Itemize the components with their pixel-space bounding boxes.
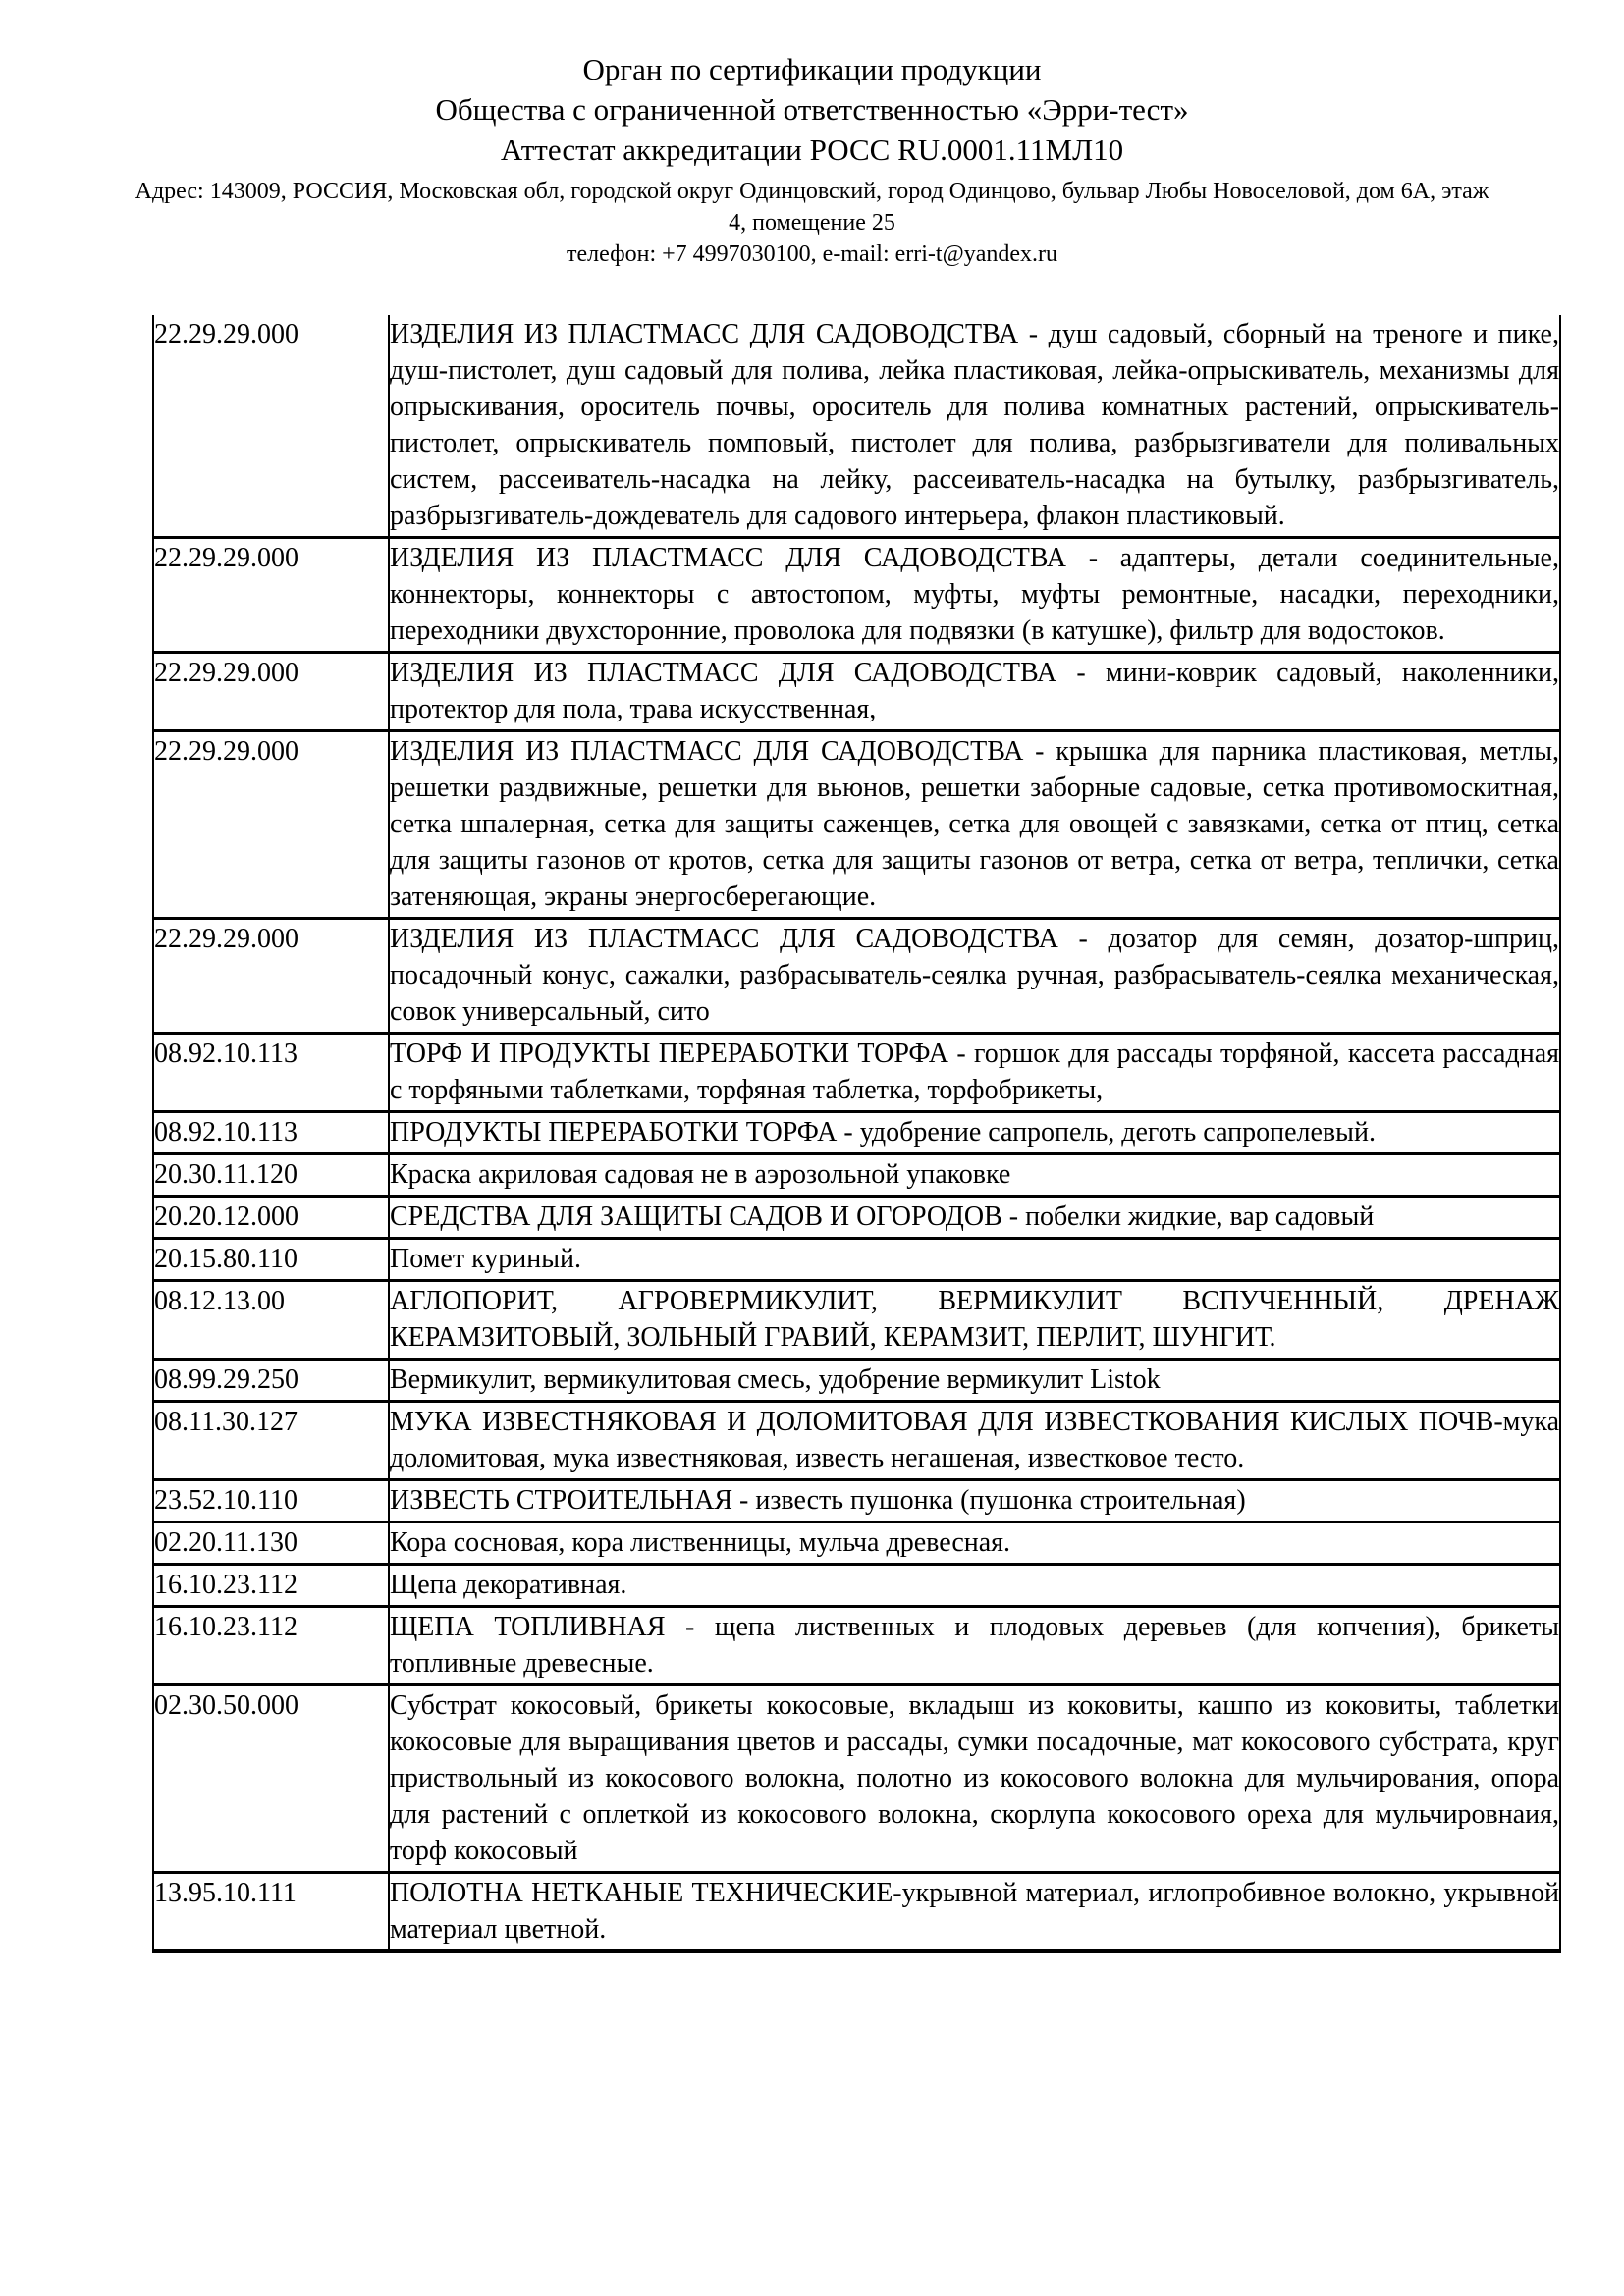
product-description-cell bbox=[389, 1607, 1560, 1685]
product-code-cell bbox=[153, 1034, 389, 1112]
accreditation-certificate-number: Аттестат аккредитации РОСС RU.0001.11МЛ10 bbox=[500, 133, 1124, 167]
product-description-cell bbox=[389, 919, 1560, 1034]
product-code: 22.29.29.000 bbox=[154, 736, 298, 767]
product-code-cell bbox=[153, 315, 389, 538]
product-description-cell bbox=[389, 1402, 1560, 1480]
product-description: Помет куриный. bbox=[390, 1244, 582, 1274]
product-description: Субстрат кокосовый, брикеты кокосовые, вкладыш из коковиты, кашпо из коковиты, таблетки кокосовые для выращивания цветов и рассады, сумки посадочные, мат кокосового субстрата, круг приствольный из кокосового волокна, полотно из кокосового волокна для мульчирования, опора для растений с оплеткой из кокосового волокна, скорлупа кокосового ореха для мульчировнаия, торф кокосовый bbox=[390, 1690, 1559, 1866]
organization-name: Общества с ограниченной ответственностью «Эрри-тест» bbox=[435, 92, 1189, 127]
product-description-cell bbox=[389, 1685, 1560, 1873]
product-description-cell bbox=[389, 1873, 1560, 1952]
product-description: ИЗДЕЛИЯ ИЗ ПЛАСТМАСС ДЛЯ САДОВОДСТВА - дозатор для семян, дозатор-шприц, посадочный конус, сажалки, разбрасыватель-сеялка ручная, разбрасыватель-сеялка механическая, совок универсальный, сито bbox=[390, 924, 1559, 1027]
product-code: 20.20.12.000 bbox=[154, 1201, 298, 1232]
product-description-cell bbox=[389, 1112, 1560, 1154]
table-row bbox=[153, 919, 1560, 1034]
product-code: 22.29.29.000 bbox=[154, 319, 298, 349]
product-code-cell bbox=[153, 1360, 389, 1402]
table-row bbox=[153, 538, 1560, 653]
product-code-cell bbox=[153, 1607, 389, 1685]
product-code: 08.11.30.127 bbox=[154, 1407, 298, 1437]
product-description: ИЗДЕЛИЯ ИЗ ПЛАСТМАСС ДЛЯ САДОВОДСТВА - мини-коврик садовый, наколенники, протектор для пола, трава искусственная, bbox=[390, 658, 1559, 724]
product-description-cell bbox=[389, 731, 1560, 919]
product-code: 08.12.13.00 bbox=[154, 1286, 285, 1316]
product-description: ПОЛОТНА НЕТКАНЫЕ ТЕХНИЧЕСКИЕ-укрывной материал, иглопробивное волокно, укрывной материал цветной. bbox=[390, 1878, 1559, 1945]
product-code-cell bbox=[153, 731, 389, 919]
product-code-cell bbox=[153, 1197, 389, 1239]
product-code-cell bbox=[153, 1239, 389, 1281]
product-table bbox=[152, 315, 1561, 1953]
product-code-cell bbox=[153, 919, 389, 1034]
product-code-cell bbox=[153, 1873, 389, 1952]
product-table-section bbox=[0, 315, 1624, 1953]
product-description: Щепа декоративная. bbox=[390, 1570, 627, 1600]
organization-contact: телефон: +7 4997030100, e-mail: erri-t@yandex.ru bbox=[567, 241, 1057, 267]
table-row bbox=[153, 653, 1560, 731]
table-row bbox=[153, 731, 1560, 919]
product-description: Кора сосновая, кора лиственницы, мульча древесная. bbox=[390, 1527, 1011, 1558]
product-description-cell bbox=[389, 653, 1560, 731]
product-code: 20.30.11.120 bbox=[154, 1159, 298, 1190]
table-row bbox=[153, 315, 1560, 538]
product-code: 22.29.29.000 bbox=[154, 924, 298, 954]
product-description: Краска акриловая садовая не в аэрозольной упаковке bbox=[390, 1159, 1011, 1190]
product-description: МУКА ИЗВЕСТНЯКОВАЯ И ДОЛОМИТОВАЯ ДЛЯ ИЗВЕСТКОВАНИЯ КИСЛЫХ ПОЧВ-мука доломитовая, мука известняковая, известь негашеная, известковое тесто. bbox=[390, 1407, 1559, 1473]
product-code: 13.95.10.111 bbox=[154, 1878, 297, 1908]
table-row bbox=[153, 1154, 1560, 1197]
product-description-cell bbox=[389, 1281, 1560, 1360]
product-code: 22.29.29.000 bbox=[154, 658, 298, 688]
product-code-cell bbox=[153, 1522, 389, 1565]
product-description: АГЛОПОРИТ, АГРОВЕРМИКУЛИТ, ВЕРМИКУЛИТ ВСПУЧЕННЫЙ, ДРЕНАЖ КЕРАМЗИТОВЫЙ, ЗОЛЬНЫЙ ГРАВИЙ, КЕРАМЗИТ, ПЕРЛИТ, ШУНГИТ. bbox=[390, 1286, 1559, 1353]
table-row bbox=[153, 1239, 1560, 1281]
product-code-cell bbox=[153, 538, 389, 653]
product-code-cell bbox=[153, 1281, 389, 1360]
product-description: ПРОДУКТЫ ПЕРЕРАБОТКИ ТОРФА - удобрение сапропель, деготь сапропелевый. bbox=[390, 1117, 1376, 1148]
product-code: 16.10.23.112 bbox=[154, 1612, 298, 1642]
product-description-cell bbox=[389, 1034, 1560, 1112]
product-code: 02.20.11.130 bbox=[154, 1527, 298, 1558]
product-code: 20.15.80.110 bbox=[154, 1244, 298, 1274]
product-code-cell bbox=[153, 653, 389, 731]
product-code-cell bbox=[153, 1402, 389, 1480]
table-row bbox=[153, 1607, 1560, 1685]
product-code: 08.92.10.113 bbox=[154, 1039, 298, 1069]
product-description: ИЗДЕЛИЯ ИЗ ПЛАСТМАСС ДЛЯ САДОВОДСТВА - адаптеры, детали соединительные, коннекторы, коннекторы с автостопом, муфты, муфты ремонтные, насадки, переходники, переходники двухсторонние, проволока для подвязки (в катушке), фильтр для водостоков. bbox=[390, 543, 1559, 646]
product-description-cell bbox=[389, 1480, 1560, 1522]
table-row bbox=[153, 1402, 1560, 1480]
product-code: 08.99.29.250 bbox=[154, 1364, 298, 1395]
table-row bbox=[153, 1565, 1560, 1607]
table-row bbox=[153, 1873, 1560, 1952]
product-code: 02.30.50.000 bbox=[154, 1690, 298, 1721]
table-row bbox=[153, 1685, 1560, 1873]
product-table-body bbox=[153, 315, 1560, 1951]
product-description-cell bbox=[389, 1522, 1560, 1565]
product-description: Вермикулит, вермикулитовая смесь, удобрение вермикулит Listok bbox=[390, 1364, 1161, 1395]
certification-body-title: Орган по сертификации продукции bbox=[582, 52, 1042, 86]
product-code: 08.92.10.113 bbox=[154, 1117, 298, 1148]
product-code: 16.10.23.112 bbox=[154, 1570, 298, 1600]
product-description: ИЗВЕСТЬ СТРОИТЕЛЬНАЯ - известь пушонка (пушонка строительная) bbox=[390, 1485, 1246, 1516]
document-header bbox=[0, 49, 1624, 270]
table-row bbox=[153, 1522, 1560, 1565]
table-row bbox=[153, 1197, 1560, 1239]
product-description-cell bbox=[389, 1197, 1560, 1239]
product-code-cell bbox=[153, 1565, 389, 1607]
product-code-cell bbox=[153, 1685, 389, 1873]
product-description-cell bbox=[389, 1360, 1560, 1402]
product-code: 23.52.10.110 bbox=[154, 1485, 298, 1516]
product-description-cell bbox=[389, 1239, 1560, 1281]
table-row bbox=[153, 1480, 1560, 1522]
product-description-cell bbox=[389, 1154, 1560, 1197]
product-code-cell bbox=[153, 1480, 389, 1522]
product-description-cell bbox=[389, 315, 1560, 538]
product-description: ИЗДЕЛИЯ ИЗ ПЛАСТМАСС ДЛЯ САДОВОДСТВА - душ садовый, сборный на треноге и пике, душ-пистолет, душ садовый для полива, лейка пластиковая, лейка-опрыскиватель, механизмы для опрыскивания, ороситель почвы, ороситель для полива комнатных растений, опрыскиватель-пистолет, опрыскиватель помповый, пистолет для полива, разбрызгиватели для поливальных систем, рассеиватель-насадка на лейку, рассеиватель-насадка на бутылку, разбрызгиватель, разбрызгиватель-дождеватель для садового интерьера, флакон пластиковый. bbox=[390, 319, 1559, 531]
table-row bbox=[153, 1112, 1560, 1154]
product-description: ЩЕПА ТОПЛИВНАЯ - щепа лиственных и плодовых деревьев (для копчения), брикеты топливные древесные. bbox=[390, 1612, 1559, 1679]
product-code-cell bbox=[153, 1112, 389, 1154]
table-row bbox=[153, 1281, 1560, 1360]
table-row bbox=[153, 1034, 1560, 1112]
table-row bbox=[153, 1360, 1560, 1402]
product-code-cell bbox=[153, 1154, 389, 1197]
product-description-cell bbox=[389, 538, 1560, 653]
product-description: ТОРФ И ПРОДУКТЫ ПЕРЕРАБОТКИ ТОРФА - горшок для рассады торфяной, кассета рассадная с торфяными таблетками, торфяная таблетка, торфобрикеты, bbox=[390, 1039, 1559, 1105]
product-code: 22.29.29.000 bbox=[154, 543, 298, 573]
product-description: ИЗДЕЛИЯ ИЗ ПЛАСТМАСС ДЛЯ САДОВОДСТВА - крышка для парника пластиковая, метлы, решетки раздвижные, решетки для вьюнов, решетки заборные садовые, сетка противомоскитная, сетка шпалерная, сетка для защиты саженцев, сетка для овощей с завязками, сетка от птиц, сетка для защиты газонов от кротов, сетка для защиты газонов от ветра, сетка от ветра, теплички, сетка затеняющая, экраны энергосберегающие. bbox=[390, 736, 1559, 912]
product-description-cell bbox=[389, 1565, 1560, 1607]
organization-address: Адрес: 143009, РОССИЯ, Московская обл, городской округ Одинцовский, город Одинцово, бульвар Любы Новоселовой, дом 6А, этаж 4, помещение 25 bbox=[135, 179, 1489, 236]
product-description: СРЕДСТВА ДЛЯ ЗАЩИТЫ САДОВ И ОГОРОДОВ - побелки жидкие, вар садовый bbox=[390, 1201, 1375, 1232]
